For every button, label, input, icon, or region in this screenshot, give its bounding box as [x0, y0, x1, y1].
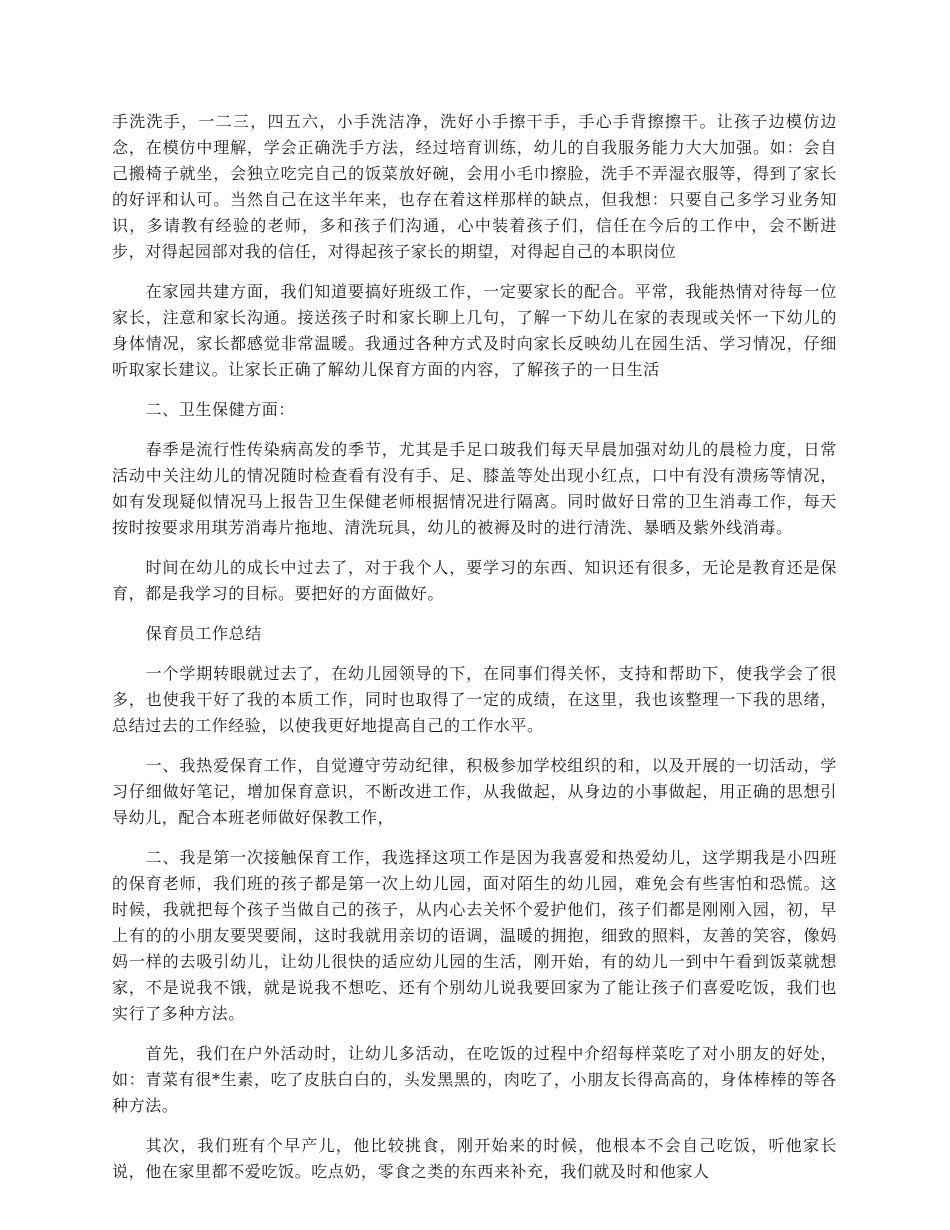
paragraph-growth: 时间在幼儿的成长中过去了，对于我个人，要学习的东西、知识还有很多，无论是教育还是保育，都是我学习的目标。要把好的方面做好。	[112, 558, 837, 603]
section-heading-health: 二、卫生保健方面：	[145, 400, 295, 419]
paragraph-love-work: 一、我热爱保育工作，自觉遵守劳动纪律，积极参加学校组织的和，以及开展的一切活动，学习仔细做好笔记，增加保育意识，不断改进工作，从我做起，从身边的小事做起，用正确的思想引导幼儿，配合本班老师做好保教工作，	[112, 756, 837, 827]
document-title-summary: 保育员工作总结	[145, 624, 262, 643]
paragraph-spring-disease: 春季是流行性传染病高发的季节，尤其是手足口玻我们每天早晨加强对幼儿的晨检力度，日常活动中关注幼儿的情况随时检查看有没有手、足、膝盖等处出现小红点，口中有没有溃疡等情况，如有发现疑似情况马上报告卫生保健老师根据情况进行隔离。同时做好日常的卫生消毒工作，每天按时按要求用琪芳消毒片拖地、清洗玩具，幼儿的被褥及时的进行清洗、暴晒及紫外线消毒。	[112, 440, 837, 537]
paragraph-home-school: 在家园共建方面，我们知道要搞好班级工作，一定要家长的配合。平常，我能热情对待每一位家长，注意和家长沟通。接送孩子时和家长聊上几句，了解一下幼儿在家的表现或关怀一下幼儿的身体情况，家长都感觉非常温暖。我通过各种方式及时向家长反映幼儿在园生活、学习情况，仔细听取家长建议。让家长正确了解幼儿保育方面的内容，了解孩子的一日生活	[112, 282, 837, 379]
paragraph-semester: 一个学期转眼就过去了，在幼儿园领导的下，在同事们得关怀，支持和帮助下，使我学会了很多，也使我干好了我的本质工作，同时也取得了一定的成绩，在这里，我也该整理一下我的思绪，总结过去的工作经验，以使我更好地提高自己的工作水平。	[112, 664, 837, 735]
paragraph-first-contact: 二、我是第一次接触保育工作，我选择这项工作是因为我喜爱和热爱幼儿，这学期我是小四班的保育老师，我们班的孩子都是第一次上幼儿园，面对陌生的幼儿园，难免会有些害怕和恐慌。这时候，我就把每个孩子当做自己的孩子，从内心去关怀个爱护他们，孩子们都是刚刚入园，初，早上有的的小朋友要哭要闹，这时我就用亲切的语调，温暖的拥抱，细致的照料，友善的笑容，像妈妈一样的去吸引幼儿，让幼儿很快的适应幼儿园的生活，刚开始，有的幼儿一到中午看到饭菜就想家，不是说我不饿，就是说我不想吃、还有个别幼儿说我要回家为了能让孩子们喜爱吃饭，我们也实行了多种方法。	[112, 848, 837, 1023]
paragraph-premature-child: 其次，我们班有个早产儿，他比较挑食，刚开始来的时候，他根本不会自己吃饭，听他家长说，他在家里都不爱吃饭。吃点奶，零食之类的东西来补充，我们就及时和他家人	[112, 1136, 837, 1181]
document-page	[112, 109, 837, 1199]
paragraph-first-outdoor: 首先，我们在户外活动时，让幼儿多活动，在吃饭的过程中介绍每样菜吃了对小朋友的好处，如：青菜有很*生素，吃了皮肤白白的，头发黑黑的，肉吃了，小朋友长得高高的，身体棒棒的等各种方法。	[112, 1044, 837, 1115]
paragraph-hand-washing: 手洗洗手，一二三，四五六，小手洗洁净，洗好小手擦干手，手心手背擦擦干。让孩子边模仿边念，在模仿中理解，学会正确洗手方法，经过培育训练，幼儿的自我服务能力大大加强。如：会自己搬椅子就坐，会独立吃完自己的饭菜放好碗，会用小毛巾擦脸，洗手不弄湿衣服等，得到了家长的好评和认可。当然自己在这半年来，也存在着这样那样的缺点，但我想：只要自己多学习业务知识，多请教有经验的老师，多和孩子们沟通，心中装着孩子们，信任在今后的工作中，会不断进步，对得起园部对我的信任，对得起孩子家长的期望，对得起自己的本职岗位	[112, 112, 837, 261]
